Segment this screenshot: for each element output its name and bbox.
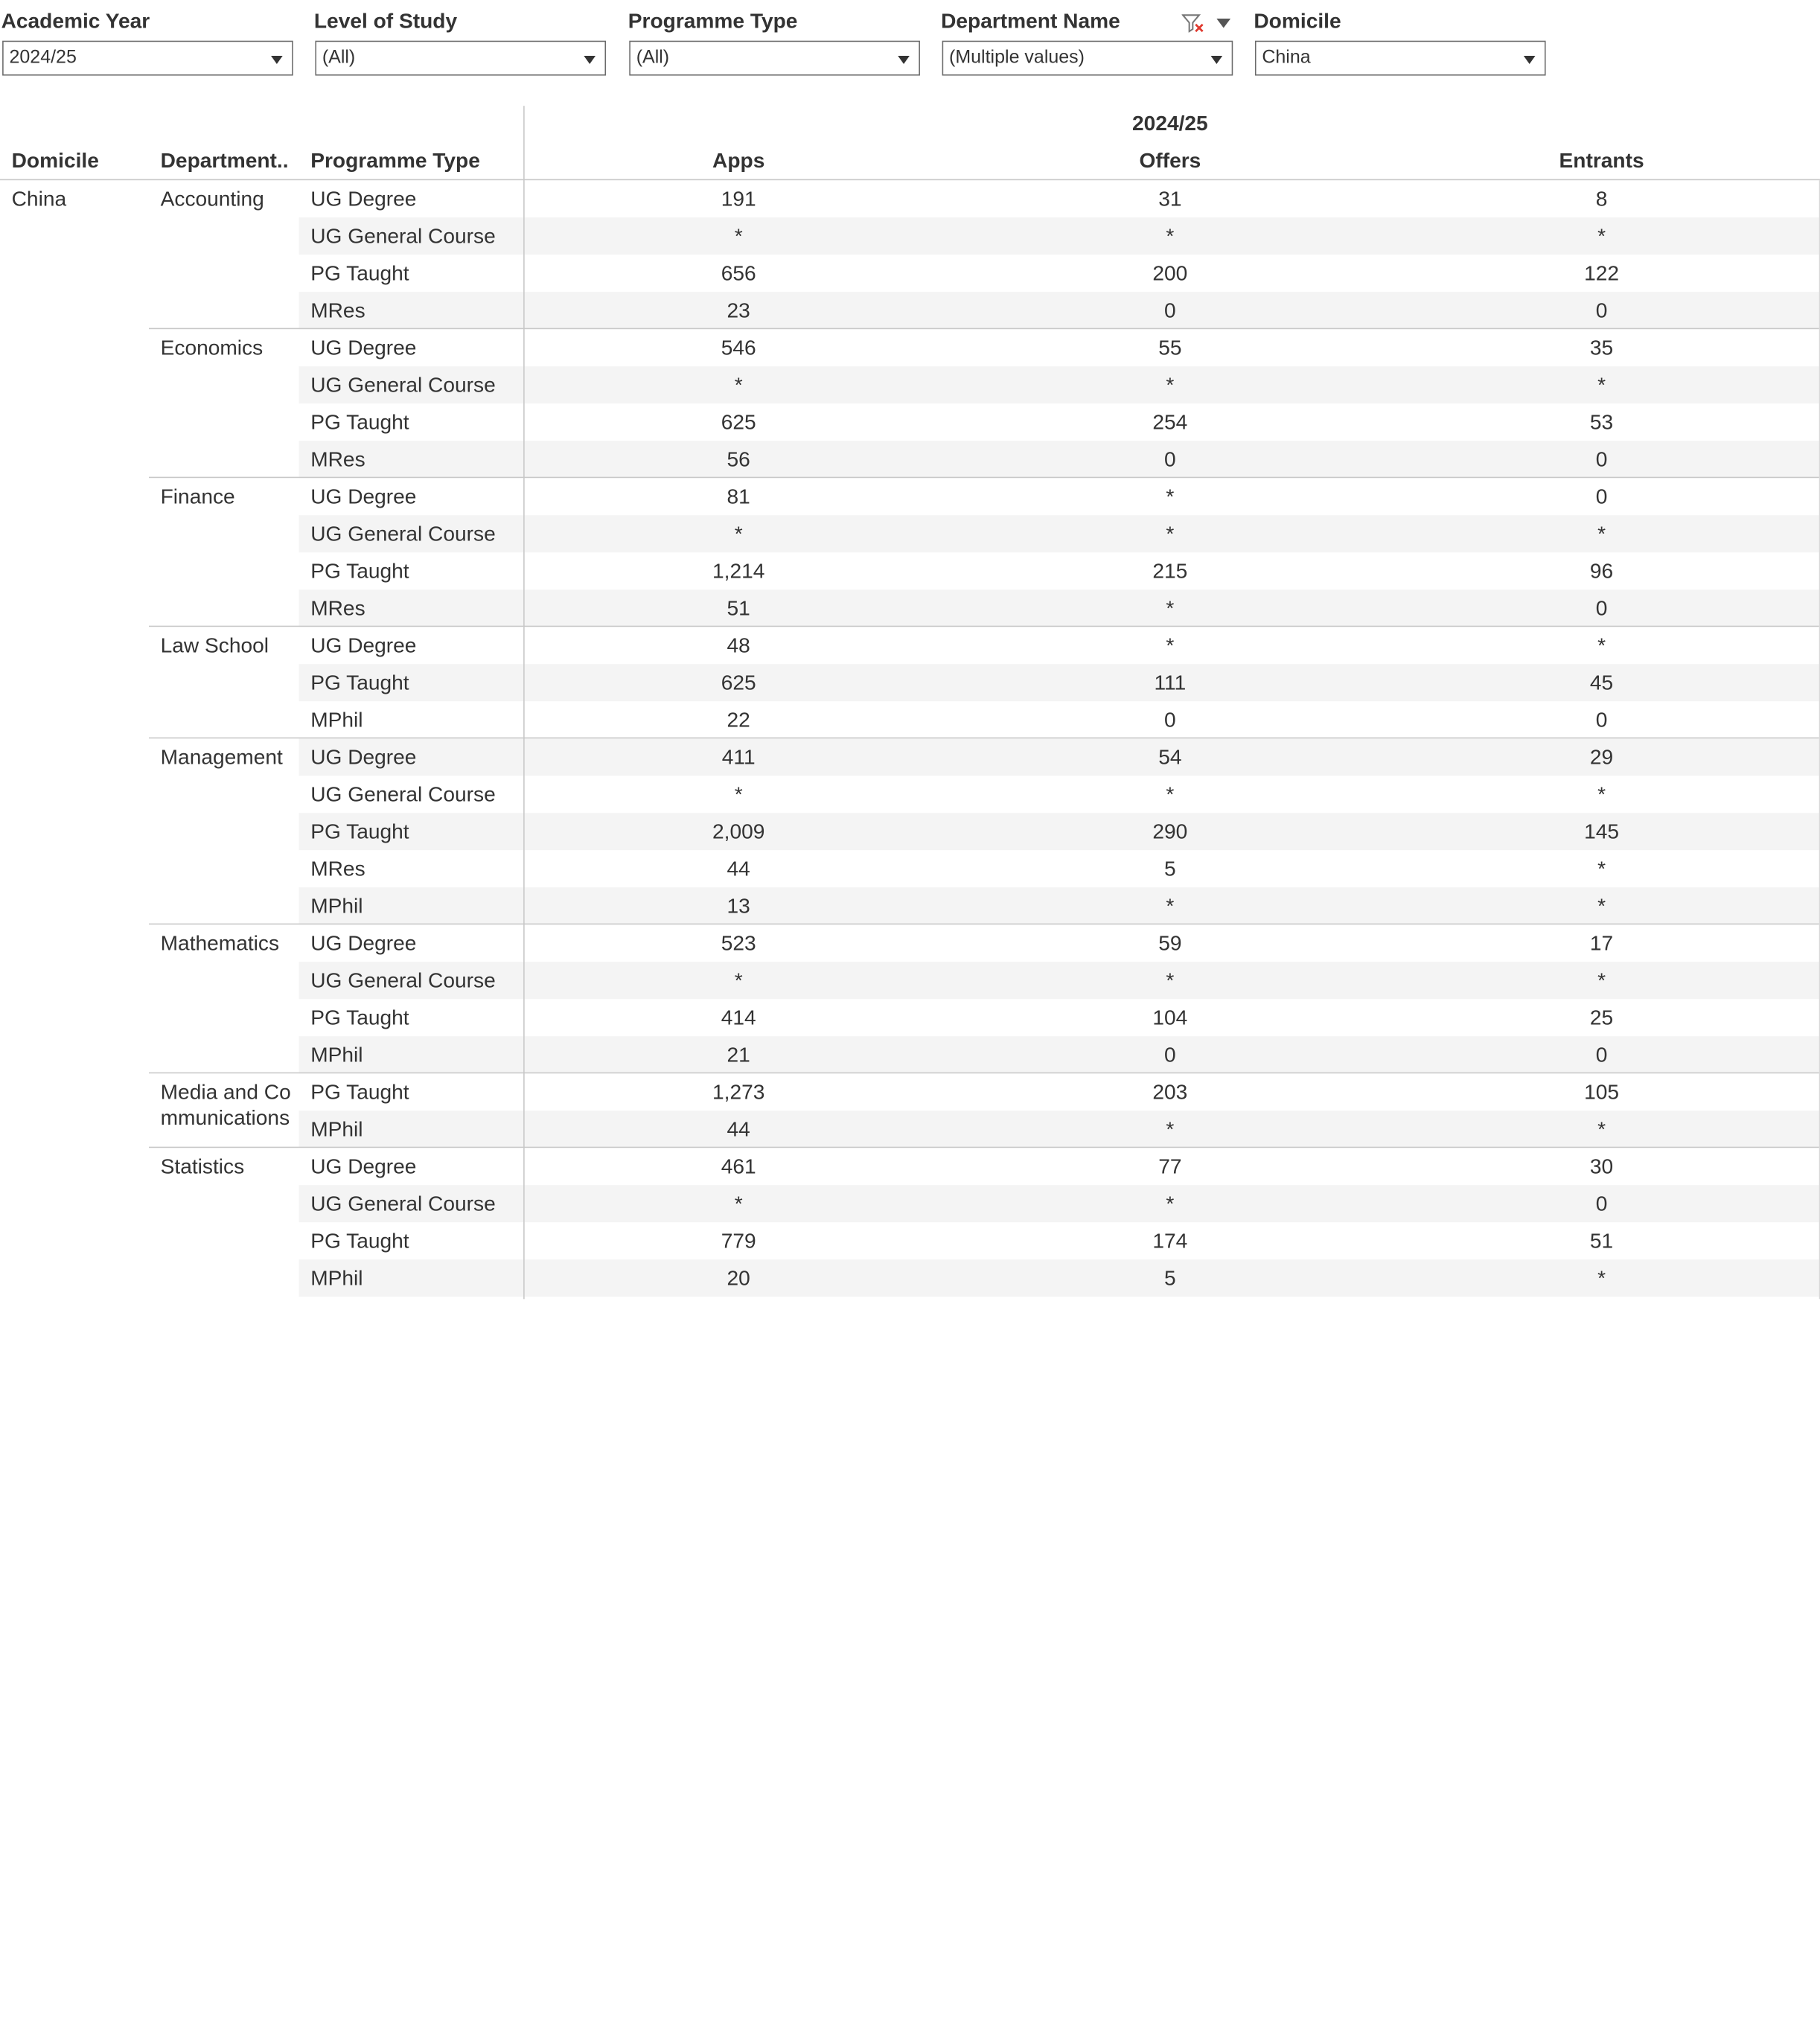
offers-cell[interactable]: 0 xyxy=(1164,298,1176,322)
apps-cell[interactable]: 779 xyxy=(721,1229,756,1253)
row-band xyxy=(299,366,1819,403)
entrants-cell[interactable]: * xyxy=(1597,968,1606,992)
department-cell[interactable]: Finance xyxy=(160,485,235,508)
apps-cell[interactable]: * xyxy=(734,782,743,806)
offers-cell[interactable]: 0 xyxy=(1164,1043,1176,1067)
programme-type-cell[interactable]: UG Degree xyxy=(310,1154,417,1178)
programme-type-cell[interactable]: UG General Course xyxy=(310,782,496,806)
programme-type-cell[interactable]: UG General Course xyxy=(310,968,496,992)
row-band xyxy=(299,1185,1819,1222)
offers-cell[interactable]: 290 xyxy=(1152,819,1188,843)
offers-cell[interactable]: 203 xyxy=(1152,1080,1188,1104)
filter-label: Department Name xyxy=(941,9,1120,33)
apps-cell[interactable]: 81 xyxy=(727,485,750,508)
filter-label: Level of Study xyxy=(313,9,458,33)
entrants-cell[interactable]: 122 xyxy=(1584,261,1620,285)
entrants-cell[interactable]: * xyxy=(1597,522,1606,546)
offers-cell[interactable]: 215 xyxy=(1152,559,1188,583)
entrants-cell[interactable]: 51 xyxy=(1589,1229,1614,1253)
department-column-header[interactable]: Department.. xyxy=(160,149,289,173)
programme-type-cell[interactable]: MRes xyxy=(310,596,365,620)
row-band xyxy=(299,1111,1819,1148)
offers-cell[interactable]: * xyxy=(1166,782,1175,806)
entrants-cell[interactable]: * xyxy=(1597,782,1606,806)
group-divider xyxy=(149,477,1819,479)
offers-cell[interactable]: * xyxy=(1166,633,1175,657)
offers-cell[interactable]: 5 xyxy=(1164,1266,1176,1290)
row-band xyxy=(299,1036,1819,1073)
apps-cell[interactable]: 625 xyxy=(721,671,756,694)
apps-cell[interactable]: * xyxy=(734,373,743,397)
programme-type-cell[interactable]: MPhil xyxy=(310,894,363,918)
dropdown-value: China xyxy=(1262,48,1311,68)
entrants-cell[interactable]: 0 xyxy=(1595,1043,1608,1067)
apps-cell[interactable]: * xyxy=(734,1192,743,1215)
apps-cell[interactable]: 191 xyxy=(721,187,756,211)
offers-cell[interactable]: * xyxy=(1166,485,1175,508)
group-divider xyxy=(149,738,1819,739)
programme-type-cell[interactable]: PG Taught xyxy=(310,410,409,434)
programme-type-cell[interactable]: PG Taught xyxy=(310,671,409,694)
department-cell[interactable]: Law School xyxy=(160,633,269,657)
entrants-cell[interactable]: 35 xyxy=(1589,336,1614,360)
entrants-cell[interactable]: 0 xyxy=(1595,708,1608,732)
entrants-cell[interactable]: * xyxy=(1597,894,1606,918)
entrants-cell[interactable]: 17 xyxy=(1589,931,1614,955)
programme-type-cell[interactable]: MPhil xyxy=(310,1043,363,1067)
group-divider xyxy=(149,626,1819,627)
entrants-cell[interactable]: 145 xyxy=(1584,819,1620,843)
row-band xyxy=(299,1259,1819,1297)
apps-cell[interactable]: 23 xyxy=(727,298,750,322)
entrants-cell[interactable]: 53 xyxy=(1589,410,1614,434)
programme-type-cell[interactable]: PG Taught xyxy=(310,559,409,583)
entrants-cell[interactable]: * xyxy=(1597,1266,1606,1290)
offers-cell[interactable]: 5 xyxy=(1164,857,1176,881)
column-divider xyxy=(523,106,525,1299)
row-band xyxy=(299,515,1819,552)
department-cell[interactable]: Statistics xyxy=(160,1154,245,1178)
programme-type-cell[interactable]: MRes xyxy=(310,447,365,471)
apps-cell[interactable]: 2,009 xyxy=(712,819,765,843)
group-divider xyxy=(149,328,1819,330)
row-band xyxy=(299,962,1819,999)
programme-type-cell[interactable]: PG Taught xyxy=(310,261,409,285)
apps-cell[interactable]: 51 xyxy=(727,596,750,620)
domicile-cell[interactable]: China xyxy=(11,187,67,211)
dropdown-value: (Multiple values) xyxy=(949,48,1085,68)
apps-cell[interactable]: 21 xyxy=(727,1043,750,1067)
offers-cell[interactable]: * xyxy=(1166,596,1175,620)
dropdown-value: 2024/25 xyxy=(9,48,77,68)
programme-type-cell[interactable]: UG Degree xyxy=(310,745,417,769)
programme-type-cell[interactable]: UG General Course xyxy=(310,522,496,546)
offers-cell[interactable]: 0 xyxy=(1164,708,1176,732)
programme-type-cell[interactable]: UG General Course xyxy=(310,224,496,248)
apps-cell[interactable]: 20 xyxy=(727,1266,750,1290)
entrants-cell[interactable]: 45 xyxy=(1589,671,1614,694)
department-cell[interactable]: Economics xyxy=(160,336,264,360)
apps-cell[interactable]: 22 xyxy=(727,708,750,732)
row-band xyxy=(299,292,1819,329)
apps-cell[interactable]: 523 xyxy=(721,931,756,955)
apps-cell[interactable]: 1,214 xyxy=(712,559,765,583)
offers-cell[interactable]: 59 xyxy=(1158,931,1182,955)
programme-type-cell[interactable]: UG Degree xyxy=(310,633,417,657)
offers-cell[interactable]: 104 xyxy=(1152,1006,1188,1029)
entrants-cell[interactable]: * xyxy=(1597,373,1606,397)
apps-cell[interactable]: 44 xyxy=(727,1117,750,1141)
filter-label: Academic Year xyxy=(1,9,150,33)
offers-cell[interactable]: 254 xyxy=(1152,410,1188,434)
offers-cell[interactable]: 0 xyxy=(1164,447,1176,471)
offers-cell[interactable]: 111 xyxy=(1154,671,1187,694)
entrants-cell[interactable]: * xyxy=(1597,633,1606,657)
dropdown-value: (All) xyxy=(322,48,356,68)
entrants-cell[interactable]: 0 xyxy=(1595,485,1608,508)
offers-cell[interactable]: * xyxy=(1166,1192,1175,1215)
entrants-cell[interactable]: 0 xyxy=(1595,596,1608,620)
offers-cell[interactable]: * xyxy=(1166,968,1175,992)
programme-type-cell[interactable]: MPhil xyxy=(310,708,363,732)
entrants-cell[interactable]: 0 xyxy=(1595,447,1608,471)
apps-cell[interactable]: 56 xyxy=(727,447,750,471)
programme-type-cell[interactable]: PG Taught xyxy=(310,1080,409,1104)
programme-type-cell[interactable]: UG Degree xyxy=(310,187,417,211)
programme-type-cell[interactable]: MRes xyxy=(310,298,365,322)
offers-cell[interactable]: * xyxy=(1166,373,1175,397)
offers-cell[interactable]: 55 xyxy=(1158,336,1182,360)
apps-cell[interactable]: 461 xyxy=(721,1154,756,1178)
entrants-cell[interactable]: 29 xyxy=(1589,745,1614,769)
programme-type-cell[interactable]: MPhil xyxy=(310,1266,363,1290)
apps-cell[interactable]: * xyxy=(734,522,743,546)
dropdown-value: (All) xyxy=(636,48,670,68)
offers-column-header[interactable]: Offers xyxy=(1139,149,1201,173)
apps-cell[interactable]: 414 xyxy=(721,1006,756,1029)
programme-type-cell[interactable]: PG Taught xyxy=(310,819,409,843)
apps-cell[interactable]: 656 xyxy=(721,261,756,285)
programme-type-cell[interactable]: UG General Course xyxy=(310,1192,496,1215)
department-cell[interactable]: Mathematics xyxy=(160,931,280,955)
programme-type-cell[interactable]: UG Degree xyxy=(310,336,417,360)
filter-label: Domicile xyxy=(1254,9,1341,33)
apps-cell[interactable]: 625 xyxy=(721,410,756,434)
offers-cell[interactable]: 54 xyxy=(1158,745,1182,769)
offers-cell[interactable]: * xyxy=(1166,522,1175,546)
entrants-cell[interactable]: 30 xyxy=(1589,1154,1614,1178)
apps-cell[interactable]: 1,273 xyxy=(712,1080,765,1104)
apps-cell[interactable]: 48 xyxy=(727,633,750,657)
row-band xyxy=(299,590,1819,627)
apps-cell[interactable]: * xyxy=(734,968,743,992)
header-divider xyxy=(0,179,1820,181)
entrants-cell[interactable]: * xyxy=(1597,224,1606,248)
apps-cell[interactable]: 411 xyxy=(721,745,756,769)
department-cell[interactable]: Management xyxy=(160,745,283,769)
department-cell[interactable]: Accounting xyxy=(160,187,264,211)
row-band xyxy=(299,887,1819,924)
offers-cell[interactable]: * xyxy=(1166,224,1175,248)
entrants-cell[interactable]: * xyxy=(1597,1117,1606,1141)
programme-type-cell[interactable]: UG Degree xyxy=(310,485,417,508)
programme-type-column-header[interactable]: Programme Type xyxy=(310,149,480,173)
entrants-cell[interactable]: 105 xyxy=(1584,1080,1620,1104)
apps-cell[interactable]: 13 xyxy=(727,894,750,918)
year-column-header: 2024/25 xyxy=(1132,112,1208,135)
programme-type-cell[interactable]: UG Degree xyxy=(310,931,417,955)
filter-label: Programme Type xyxy=(628,9,798,33)
programme-type-cell[interactable]: UG General Course xyxy=(310,373,496,397)
row-band xyxy=(299,217,1819,255)
programme-type-cell[interactable]: MPhil xyxy=(310,1117,363,1141)
offers-cell[interactable]: 31 xyxy=(1158,187,1182,211)
offers-cell[interactable]: 174 xyxy=(1152,1229,1188,1253)
programme-type-cell[interactable]: PG Taught xyxy=(310,1006,409,1029)
offers-cell[interactable]: * xyxy=(1166,894,1175,918)
department-cell[interactable]: Media and Communications xyxy=(160,1080,291,1130)
entrants-cell[interactable]: 96 xyxy=(1589,559,1614,583)
apps-cell[interactable]: 44 xyxy=(727,857,750,881)
entrants-column-header[interactable]: Entrants xyxy=(1559,149,1644,173)
apps-column-header[interactable]: Apps xyxy=(712,149,765,173)
entrants-cell[interactable]: 0 xyxy=(1595,298,1608,322)
programme-type-cell[interactable]: PG Taught xyxy=(310,1229,409,1253)
apps-cell[interactable]: 546 xyxy=(721,336,756,360)
offers-cell[interactable]: 200 xyxy=(1152,261,1188,285)
entrants-cell[interactable]: 0 xyxy=(1595,1192,1608,1215)
programme-type-cell[interactable]: MRes xyxy=(310,857,365,881)
group-divider xyxy=(149,924,1819,925)
offers-cell[interactable]: 77 xyxy=(1158,1154,1182,1178)
group-divider xyxy=(149,1073,1819,1074)
entrants-cell[interactable]: * xyxy=(1597,857,1606,881)
apps-cell[interactable]: * xyxy=(734,224,743,248)
group-divider xyxy=(149,1147,1819,1148)
offers-cell[interactable]: * xyxy=(1166,1117,1175,1141)
row-band xyxy=(299,441,1819,478)
entrants-cell[interactable]: 25 xyxy=(1589,1006,1614,1029)
entrants-cell[interactable]: 8 xyxy=(1595,187,1608,211)
domicile-column-header[interactable]: Domicile xyxy=(11,149,99,173)
